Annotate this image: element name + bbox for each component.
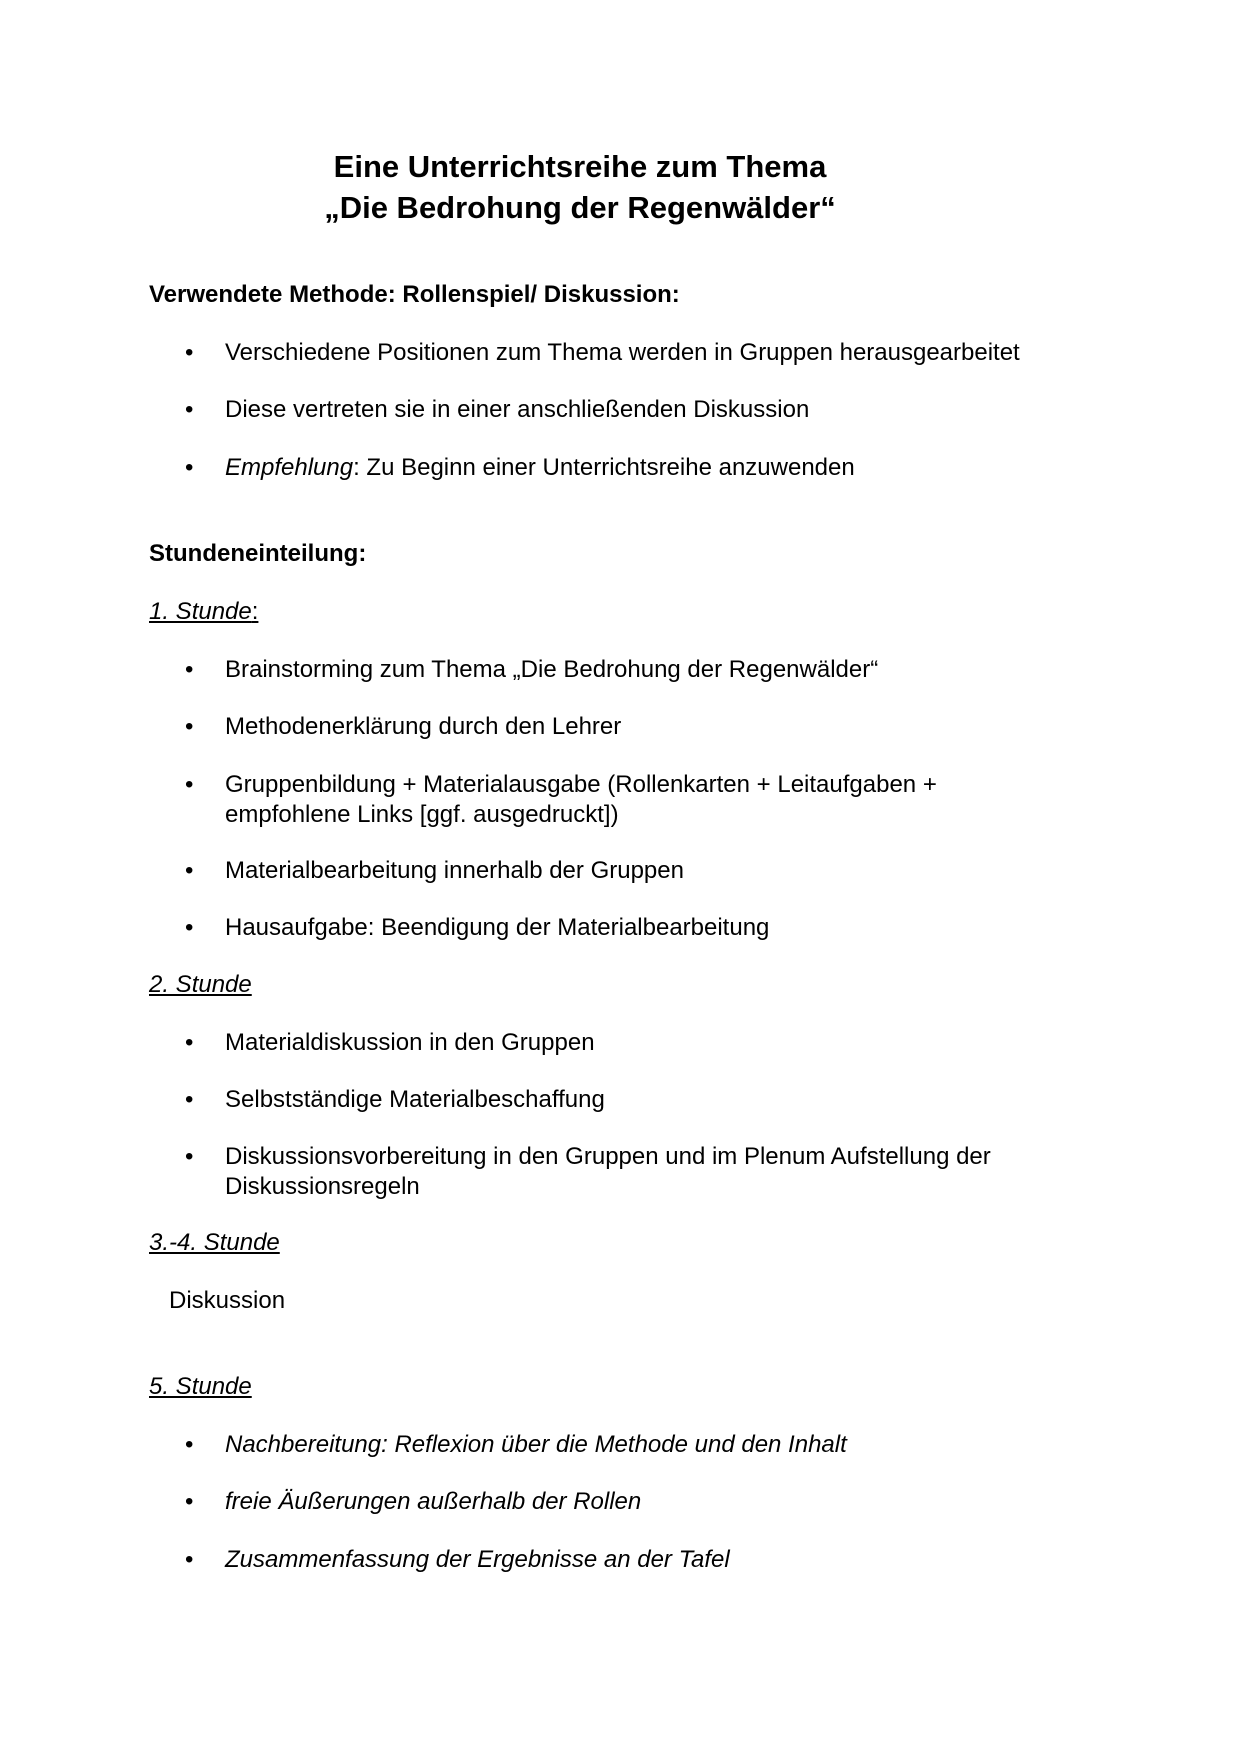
bullet-icon: • (185, 857, 194, 884)
bullet-icon: • (185, 396, 194, 423)
document-title (0, 146, 1160, 228)
method-item-text: Diese vertreten sie in einer anschließenden Diskussion (225, 396, 810, 423)
lesson-2-label: 2. Stunde (149, 971, 252, 998)
lesson-3-4-text: Diskussion (169, 1287, 286, 1314)
bullet-icon: • (185, 1086, 194, 1113)
method-heading: Verwendete Methode: Rollenspiel/ Diskussion: (149, 281, 680, 308)
lesson-5-label: 5. Stunde (149, 1373, 252, 1400)
lesson-3-4-label: 3.-4. Stunde (149, 1229, 280, 1256)
recommendation-text: : Zu Beginn einer Unterrichtsreihe anzuwenden (353, 454, 855, 481)
title-line-2: „Die Bedrohung der Regenwälder“ (324, 190, 836, 225)
method-item-text: Verschiedene Positionen zum Thema werden in Gruppen herausgearbeitet (225, 339, 1020, 366)
bullet-icon: • (185, 454, 194, 481)
schedule-heading: Stundeneinteilung: (149, 540, 367, 567)
bullet-icon: • (185, 771, 194, 798)
bullet-icon: • (185, 1431, 194, 1458)
recommendation-label: Empfehlung (225, 454, 354, 481)
title-line-1: Eine Unterrichtsreihe zum Thema (333, 149, 827, 184)
bullet-icon: • (185, 656, 194, 683)
bullet-icon: • (185, 1546, 194, 1573)
bullet-icon: • (185, 1488, 194, 1515)
bullet-icon: • (185, 713, 194, 740)
bullet-icon: • (185, 339, 194, 366)
lesson-1-label: 1. Stunde: (149, 598, 259, 625)
bullet-icon: • (185, 1029, 194, 1056)
bullet-icon: • (185, 1143, 194, 1170)
bullet-icon: • (185, 914, 194, 941)
